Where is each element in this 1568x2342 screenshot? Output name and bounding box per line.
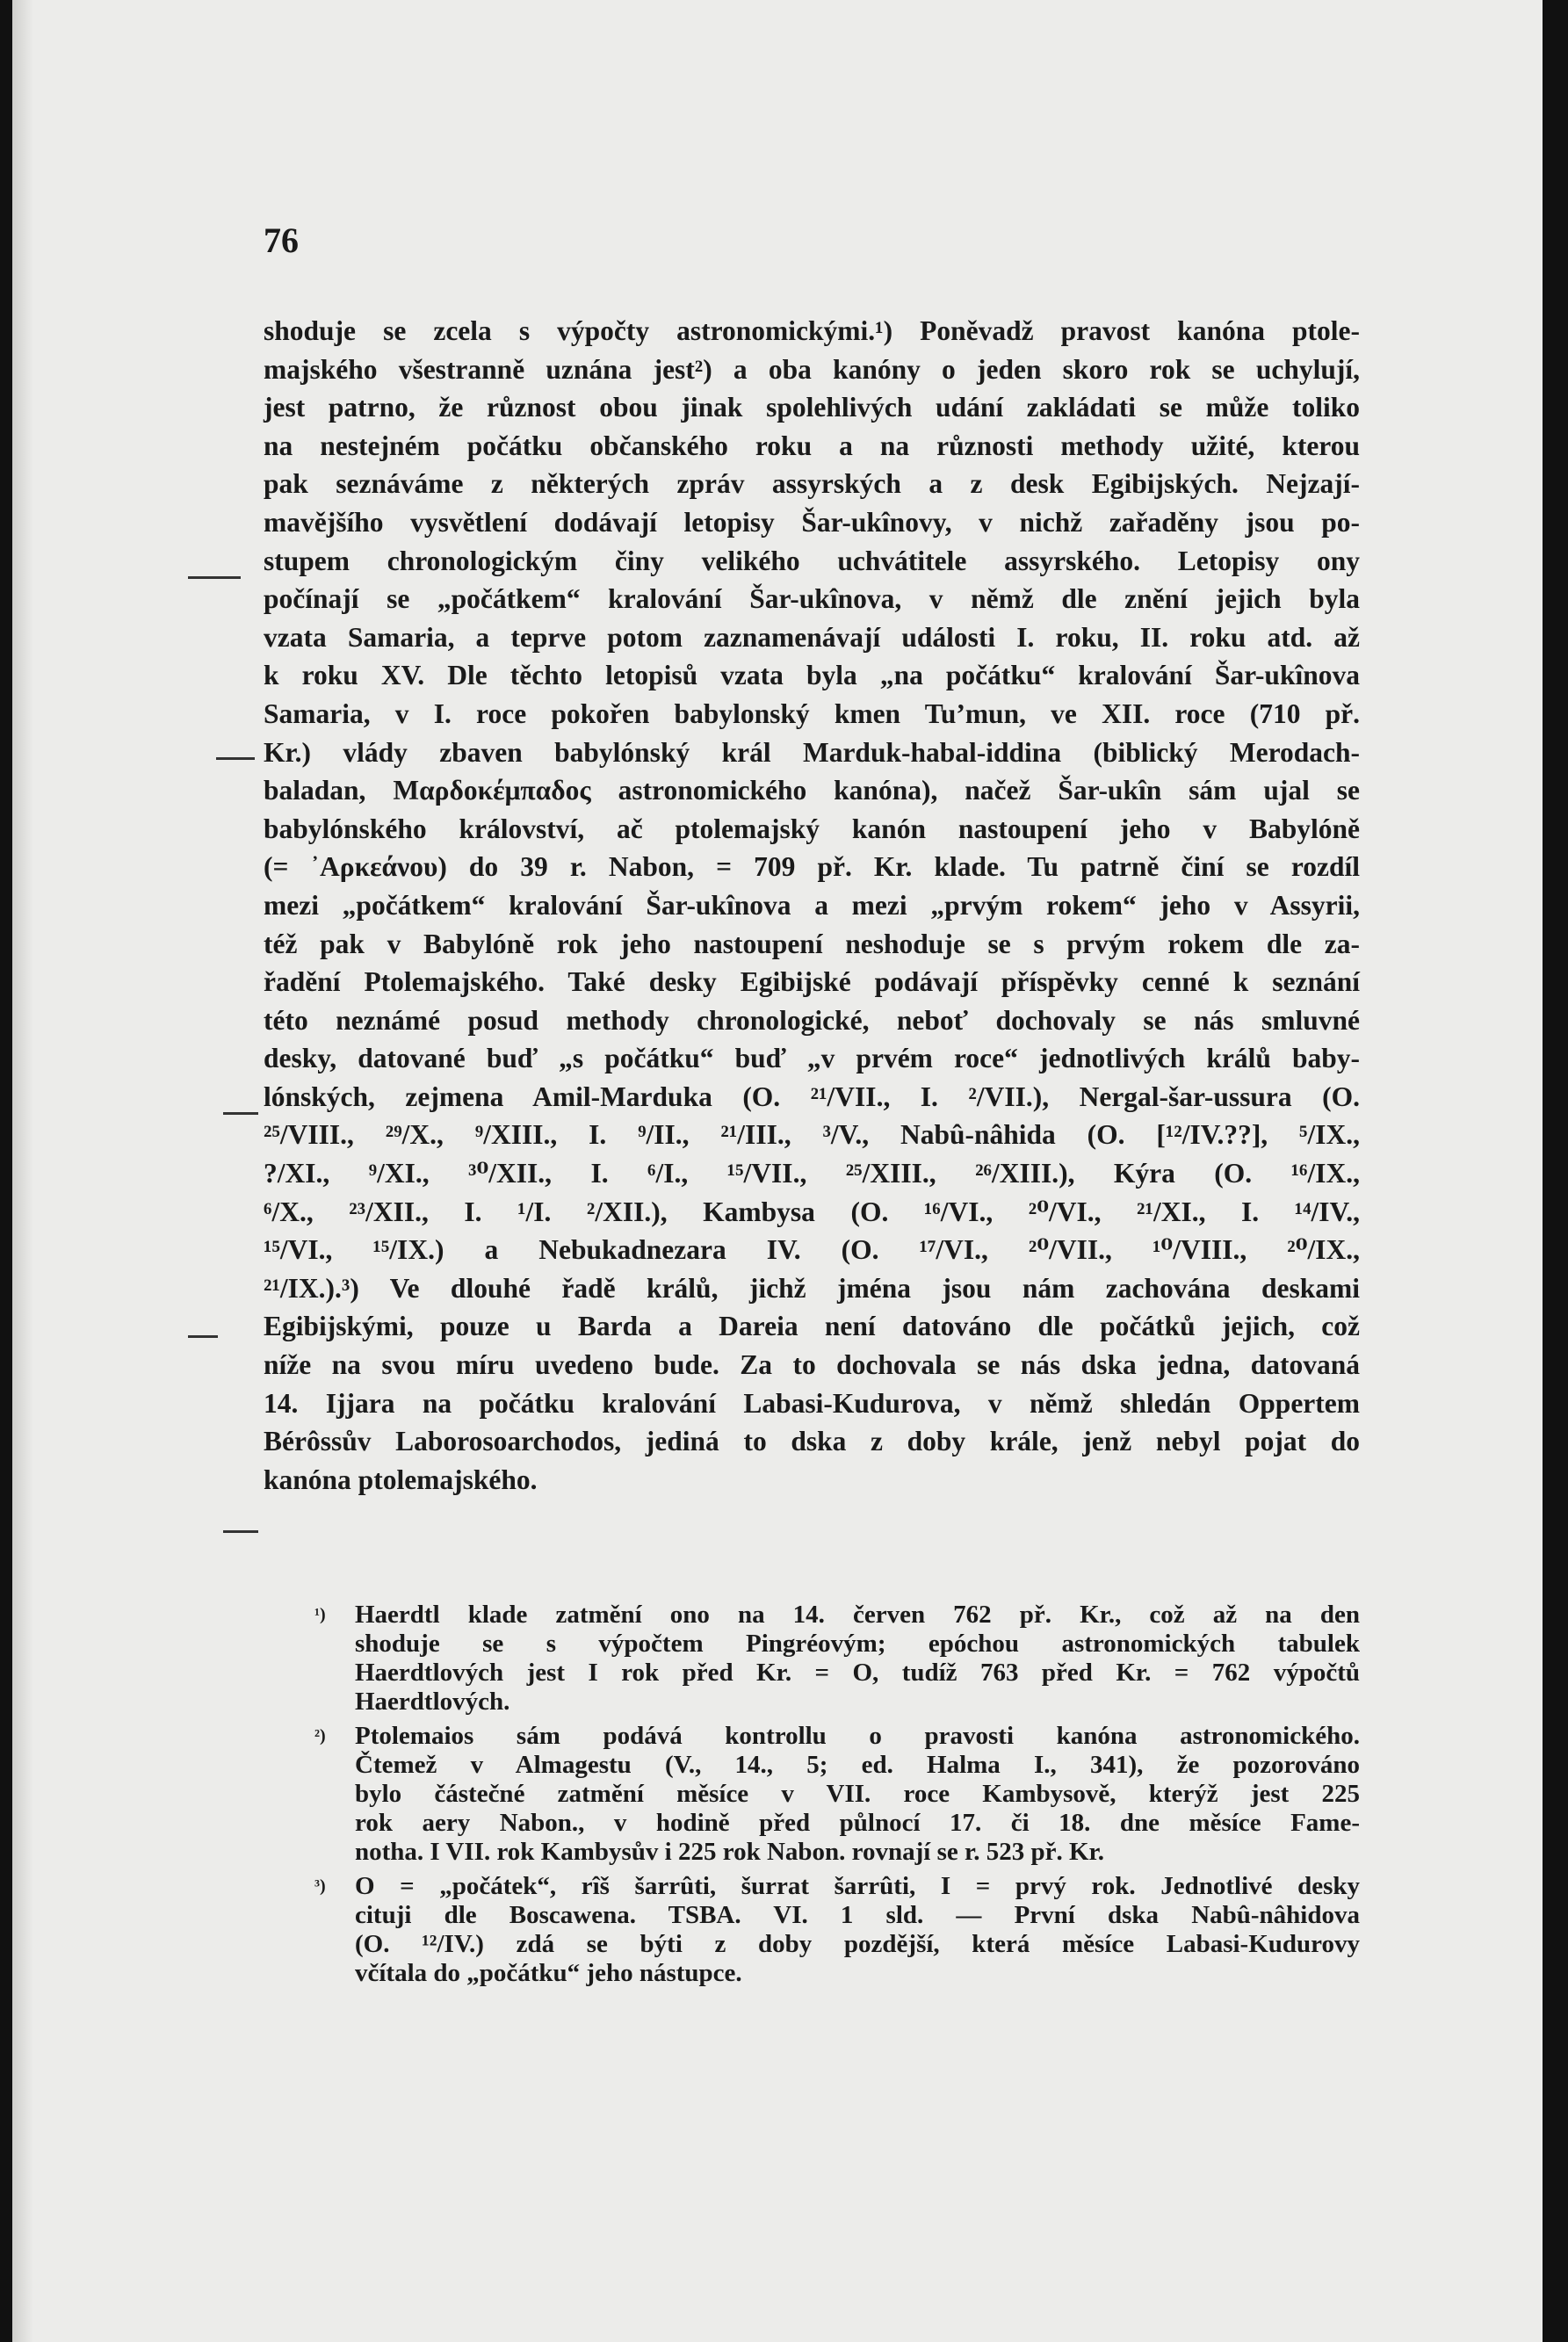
footnote-line: rok aery Nabon., v hodině před půlnocí 17. či 18. dne měsíce Fame- — [355, 1809, 1360, 1837]
body-text-line: ²⁵/VIII., ²⁹/X., ⁹/XIII., I. ⁹/II., ²¹/III., ³/V., Nabû-nâhida (O. [¹²/IV.??], ⁵/IX., — [264, 1119, 1360, 1151]
footnote-line: shoduje se s výpočtem Pingréovým; epóchou astronomických tabulek — [355, 1630, 1360, 1658]
body-text-line: Samaria, v I. roce pokořen babylonský kmen Tu’mun, ve XII. roce (710 př. — [264, 698, 1360, 729]
margin-dash-mark — [216, 757, 255, 760]
body-text-line: Kr.) vlády zbaven babylónský král Marduk-habal-iddina (biblický Merodach- — [264, 736, 1360, 768]
body-text-line: vzata Samaria, a teprve potom zaznamenávají události I. roku, II. roku atd. až — [264, 621, 1360, 653]
body-text-line: na nestejném počátku občanského roku a na různosti methody užité, kterou — [264, 430, 1360, 461]
footnote-line: cituji dle Boscawena. TSBA. VI. 1 sld. — První dska Nabû-nâhidova — [355, 1901, 1360, 1929]
footnote-line: bylo částečné zatmění měsíce v VII. roce Kambysově, kterýž jest 225 — [355, 1780, 1360, 1808]
body-text-line: kanóna ptolemajského. — [264, 1464, 538, 1495]
footnote-line: Ptolemaios sám podává kontrollu o pravosti kanóna astronomického. — [355, 1722, 1360, 1750]
footnote-line: Haerdtlových jest I rok před Kr. = O, tudíž 763 před Kr. = 762 výpočtů — [355, 1659, 1360, 1687]
body-text-line: desky, datované buď „s počátku“ buď „v prvém roce“ jednotlivých králů baby- — [264, 1043, 1360, 1074]
footnote — [264, 1722, 1360, 1867]
footnote-line: (O. ¹²/IV.) zdá se býti z doby pozdější, která měsíce Labasi-Kudurovy — [355, 1930, 1360, 1958]
page-edge-shadow — [12, 0, 33, 2342]
body-text-line: ²¹/IX.).³) Ve dlouhé řadě králů, jichž jména jsou nám zachována deskami — [264, 1272, 1360, 1304]
footnote-marker: ¹) — [314, 1605, 326, 1624]
body-text-line: Bérôssův Laborosoarchodos, jediná to dska z doby krále, jenž nebyl pojat do — [264, 1426, 1360, 1457]
footnote — [264, 1872, 1360, 1988]
footnote-line: Čtemež v Almagestu (V., 14., 5; ed. Halma I., 341), že pozorováno — [355, 1751, 1360, 1779]
footnotes — [264, 1601, 1360, 1993]
body-text-line: shoduje se zcela s výpočty astronomickými.¹) Poněvadž pravost kanóna ptole- — [264, 315, 1360, 346]
footnote-line: Haerdtl klade zatmění ono na 14. červen 762 př. Kr., což až na den — [355, 1601, 1360, 1629]
body-text-line: lónských, zejmena Amil-Marduka (O. ²¹/VII., I. ²/VII.), Nergal-šar-ussura (O. — [264, 1081, 1360, 1112]
body-text-line: babylónského království, ač ptolemajský kanón nastoupení jeho v Babylóně — [264, 813, 1360, 844]
body-text-line: ?/XI., ⁹/XI., ³⁰/XII., I. ⁶/I., ¹⁵/VII., ²⁵/XIII., ²⁶/XIII.), Kýra (O. ¹⁶/IX., — [264, 1158, 1360, 1189]
footnote-marker: ³) — [314, 1876, 326, 1896]
page-number: 76 — [264, 220, 299, 260]
body-text-line: řadění Ptolemajského. Také desky Egibijské podávají příspěvky cenné k seznání — [264, 966, 1360, 998]
body-text-line: počínají se „počátkem“ kralování Šar-ukînova, v němž dle znění jejich byla — [264, 583, 1360, 615]
footnote-line: notha. I VII. rok Kambysův i 225 rok Nabon. rovnají se r. 523 př. Kr. — [355, 1838, 1104, 1866]
body-text-line: 14. Ijjara na počátku kralování Labasi-Kudurova, v němž shledán Oppertem — [264, 1387, 1360, 1419]
body-text-line: jest patrno, že různost obou jinak spolehlivých udání zakládati se může toliko — [264, 392, 1360, 423]
body-text-line: mavějšího vysvětlení dodávají letopisy Šar-ukînovy, v nichž zařaděny jsou po- — [264, 506, 1360, 538]
body-text-line: též pak v Babylóně rok jeho nastoupení neshoduje se s prvým rokem dle za- — [264, 928, 1360, 959]
body-text-line: ⁶/X., ²³/XII., I. ¹/I. ²/XII.), Kambysa (O. ¹⁶/VI., ²⁰/VI., ²¹/XI., I. ¹⁴/IV., — [264, 1196, 1360, 1227]
body-text — [264, 312, 1360, 1499]
body-text-line: majského všestranně uznána jest²) a oba kanóny o jeden skoro rok se uchylují, — [264, 353, 1360, 385]
body-text-line: k roku XV. Dle těchto letopisů vzata byla „na počátku“ kralování Šar-ukînova — [264, 660, 1360, 691]
body-text-line: stupem chronologickým činy velikého uchvátitele assyrského. Letopisy ony — [264, 545, 1360, 576]
body-text-line: (= ᾿Αρκεάνου) do 39 r. Nabon, = 709 př. Kr. klade. Tu patrně činí se rozdíl — [264, 851, 1360, 883]
footnote-marker: ²) — [314, 1726, 326, 1746]
footnote-line: včítala do „počátku“ jeho nástupce. — [355, 1959, 742, 1987]
margin-dash-mark — [188, 1335, 218, 1338]
scanned-page — [12, 0, 1543, 2342]
body-text-line: baladan, Μαρδοκέμπαδος astronomického kanóna), načež Šar-ukîn sám ujal se — [264, 775, 1360, 806]
body-text-line: této neznámé posud methody chronologické, neboť dochovaly se nás smluvné — [264, 1004, 1360, 1036]
margin-dash-mark — [223, 1530, 258, 1533]
footnote-line: O = „počátek“, rîš šarrûti, šurrat šarrûti, I = prvý rok. Jednotlivé desky — [355, 1872, 1360, 1900]
body-text-line: mezi „počátkem“ kralování Šar-ukînova a mezi „prvým rokem“ jeho v Assyrii, — [264, 889, 1360, 921]
footnote-line: Haerdtlových. — [355, 1688, 510, 1716]
body-text-line: ¹⁵/VI., ¹⁵/IX.) a Nebukadnezara IV. (O. ¹⁷/VI., ²⁰/VII., ¹⁰/VIII., ²⁰/IX., — [264, 1234, 1360, 1266]
margin-dash-mark — [188, 576, 241, 579]
body-text-line: pak seznáváme z některých zpráv assyrských a z desk Egibijských. Nejzají- — [264, 468, 1360, 500]
body-text-line: Egibijskými, pouze u Barda a Dareia není datováno dle počátků jejich, což — [264, 1311, 1360, 1342]
margin-dash-mark — [223, 1112, 258, 1115]
body-text-line: níže na svou míru uvedeno bude. Za to dochovala se nás dska jedna, datovaná — [264, 1349, 1360, 1381]
footnote — [264, 1601, 1360, 1717]
